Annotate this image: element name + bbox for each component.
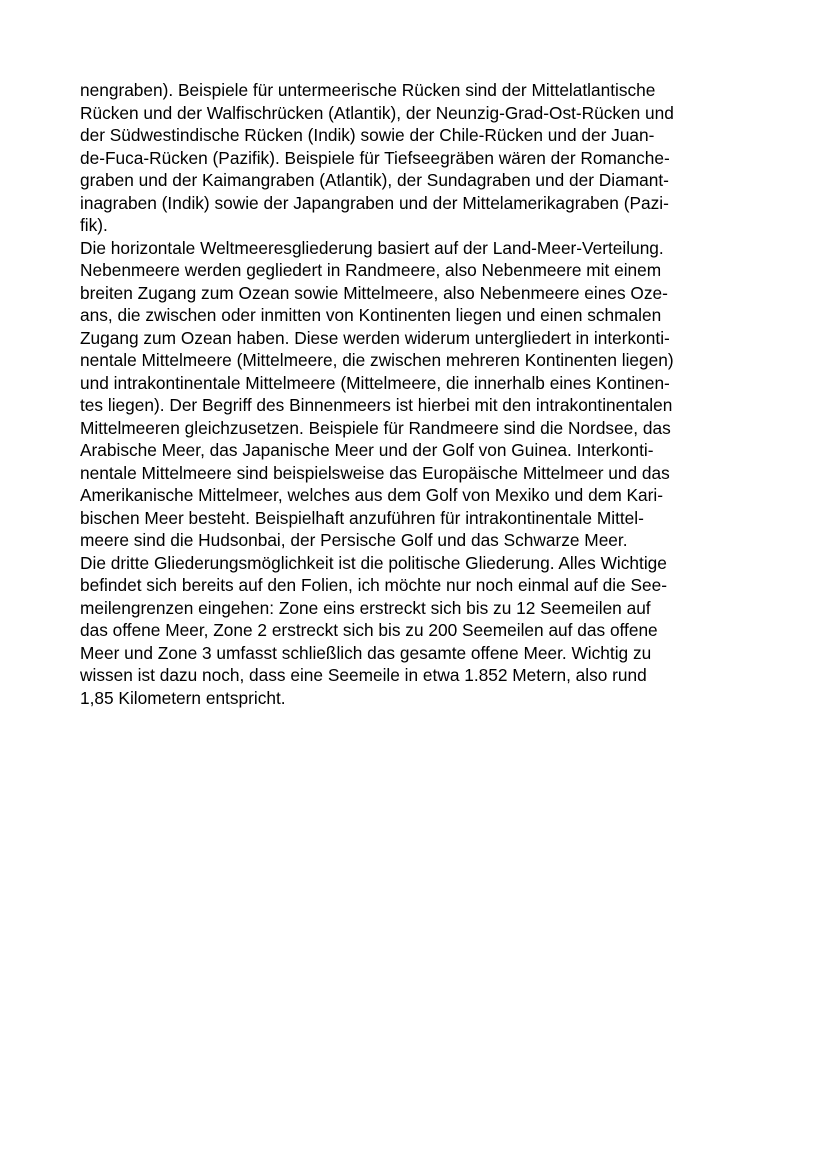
text-line: meere sind die Hudsonbai, der Persische Golf und das Schwarze Meer. [80,530,628,550]
text-line: Mittelmeeren gleichzusetzen. Beispiele für Randmeere sind die Nordsee, das [80,417,671,438]
text-line: Rücken und der Walfischrücken (Atlantik), der Neunzig-Grad-Ost-Rücken und [80,102,674,123]
text-line: inagraben (Indik) sowie der Japangraben und der Mittelamerikagraben (Pazi- [80,192,669,213]
text-line: meilengrenzen eingehen: Zone eins erstreckt sich bis zu 12 Seemeilen auf [80,597,651,618]
text-line: tes liegen). Der Begriff des Binnenmeers ist hierbei mit den intrakontinentalen [80,395,673,415]
text-line: wissen ist dazu noch, dass eine Seemeile in etwa 1.852 Metern, also rund [80,665,647,685]
text-line: Nebenmeere werden gegliedert in Randmeere, also Nebenmeere mit einem [80,260,662,280]
text-line: breiten Zugang zum Ozean sowie Mittelmeere, also Nebenmeere eines Oze- [80,282,668,303]
text-line: 1,85 Kilometern entspricht. [80,687,286,708]
text-line: Arabische Meer, das Japanische Meer und der Golf von Guinea. Interkonti- [80,440,654,460]
text-line: befindet sich bereits auf den Folien, ich möchte nur noch einmal auf die See- [80,575,667,595]
text-line: der Südwestindische Rücken (Indik) sowie der Chile-Rücken und der Juan- [80,125,655,145]
text-line: Meer und Zone 3 umfasst schließlich das gesamte offene Meer. Wichtig zu [80,642,652,663]
text-line: das offene Meer, Zone 2 erstreckt sich bis zu 200 Seemeilen auf das offene [80,620,658,640]
text-line: nentale Mittelmeere (Mittelmeere, die zwischen mehreren Kontinenten liegen) [80,350,674,370]
text-line: Zugang zum Ozean haben. Diese werden widerum untergliedert in interkonti- [80,327,670,348]
text-line: graben und der Kaimangraben (Atlantik), der Sundagraben und der Diamant- [80,170,669,190]
text-line: nentale Mittelmeere sind beispielsweise das Europäische Mittelmeer und das [80,462,670,483]
text-line: und intrakontinentale Mittelmeere (Mittelmeere, die innerhalb eines Kontinen- [80,372,670,393]
text-line: bischen Meer besteht. Beispielhaft anzuführen für intrakontinentale Mittel- [80,507,644,528]
text-line: Amerikanische Mittelmeer, welches aus dem Golf von Mexiko und dem Kari- [80,485,663,505]
body-text [80,79,760,709]
text-line: Die dritte Gliederungsmöglichkeit ist die politische Gliederung. Alles Wichtige [80,552,667,573]
text-line: Die horizontale Weltmeeresgliederung basiert auf der Land-Meer-Verteilung. [80,237,664,258]
text-line: nengraben). Beispiele für untermeerische Rücken sind der Mittelatlantische [80,80,656,100]
text-line: de-Fuca-Rücken (Pazifik). Beispiele für Tiefseegräben wären der Romanche- [80,147,670,168]
text-line: fik). [80,215,108,235]
text-line: ans, die zwischen oder inmitten von Kontinenten liegen und einen schmalen [80,305,662,325]
